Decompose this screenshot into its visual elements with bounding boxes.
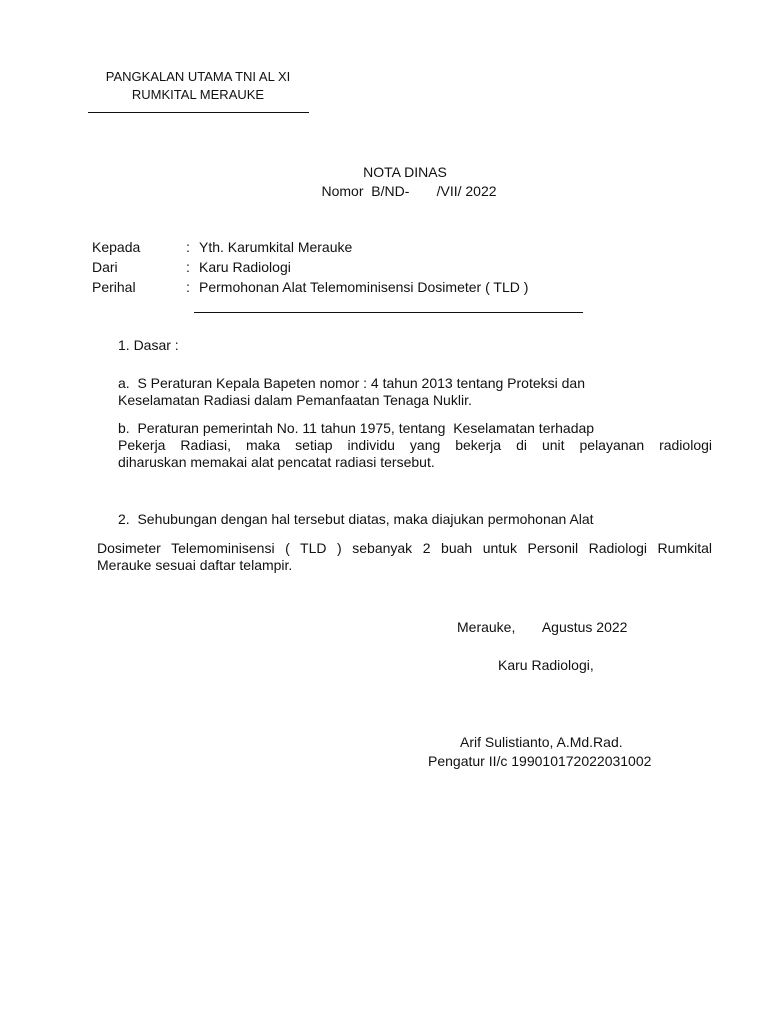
point-2-line-3: Merauke sesuai daftar telampir. — [97, 557, 293, 573]
header-divider — [88, 112, 309, 113]
signature-place-date: Merauke, Agustus 2022 — [457, 619, 628, 635]
document-title: NOTA DINAS — [363, 164, 447, 180]
document-title-block — [250, 163, 560, 201]
kepada-colon: : — [186, 239, 190, 255]
dari-value: Karu Radiologi — [199, 259, 291, 275]
subpoint-a-line-1: a. S Peraturan Kepala Bapeten nomor : 4 tahun 2013 tentang Proteksi dan — [118, 375, 585, 391]
subpoint-b — [118, 420, 712, 471]
signature-name: Arif Sulistianto, A.Md.Rad. — [460, 734, 623, 750]
point-1-heading: 1. Dasar : — [118, 337, 179, 353]
perihal-value: Permohonan Alat Telemominisensi Dosimeter ( TLD ) — [199, 279, 529, 295]
document-number: Nomor B/ND- /VII/ 2022 — [321, 183, 497, 199]
perihal-divider — [194, 312, 583, 313]
subpoint-a — [118, 375, 648, 409]
point-2-line-1: 2. Sehubungan dengan hal tersebut diatas, maka diajukan permohonan Alat — [118, 511, 594, 527]
subpoint-a-line-2: Keselamatan Radiasi dalam Pemanfaatan Tenaga Nuklir. — [118, 392, 472, 408]
point-2-body — [97, 540, 712, 574]
perihal-colon: : — [186, 279, 190, 295]
kepada-label: Kepada — [92, 239, 141, 255]
dari-colon: : — [186, 259, 190, 275]
subpoint-b-line-3: diharuskan memakai alat pencatat radiasi tersebut. — [118, 454, 435, 470]
signature-rank: Pengatur II/c 199010172022031002 — [428, 753, 652, 769]
dari-label: Dari — [92, 259, 118, 275]
point-2-line-2: Dosimeter Telemominisensi ( TLD ) sebanyak 2 buah untuk Personil Radiologi Rumkital — [97, 540, 712, 556]
perihal-label: Perihal — [92, 279, 136, 295]
kepada-value: Yth. Karumkital Merauke — [199, 239, 353, 255]
institution-header — [88, 68, 308, 104]
institution-name: PANGKALAN UTAMA TNI AL XI — [105, 69, 291, 84]
subpoint-b-line-1: b. Peraturan pemerintah No. 11 tahun 1975, tentang Keselamatan terhadap — [118, 420, 595, 436]
subpoint-b-line-2: Pekerja Radiasi, maka setiap individu yang bekerja di unit pelayanan radiologi — [118, 437, 712, 453]
institution-unit: RUMKITAL MERAUKE — [131, 87, 265, 102]
signature-position: Karu Radiologi, — [498, 657, 594, 673]
